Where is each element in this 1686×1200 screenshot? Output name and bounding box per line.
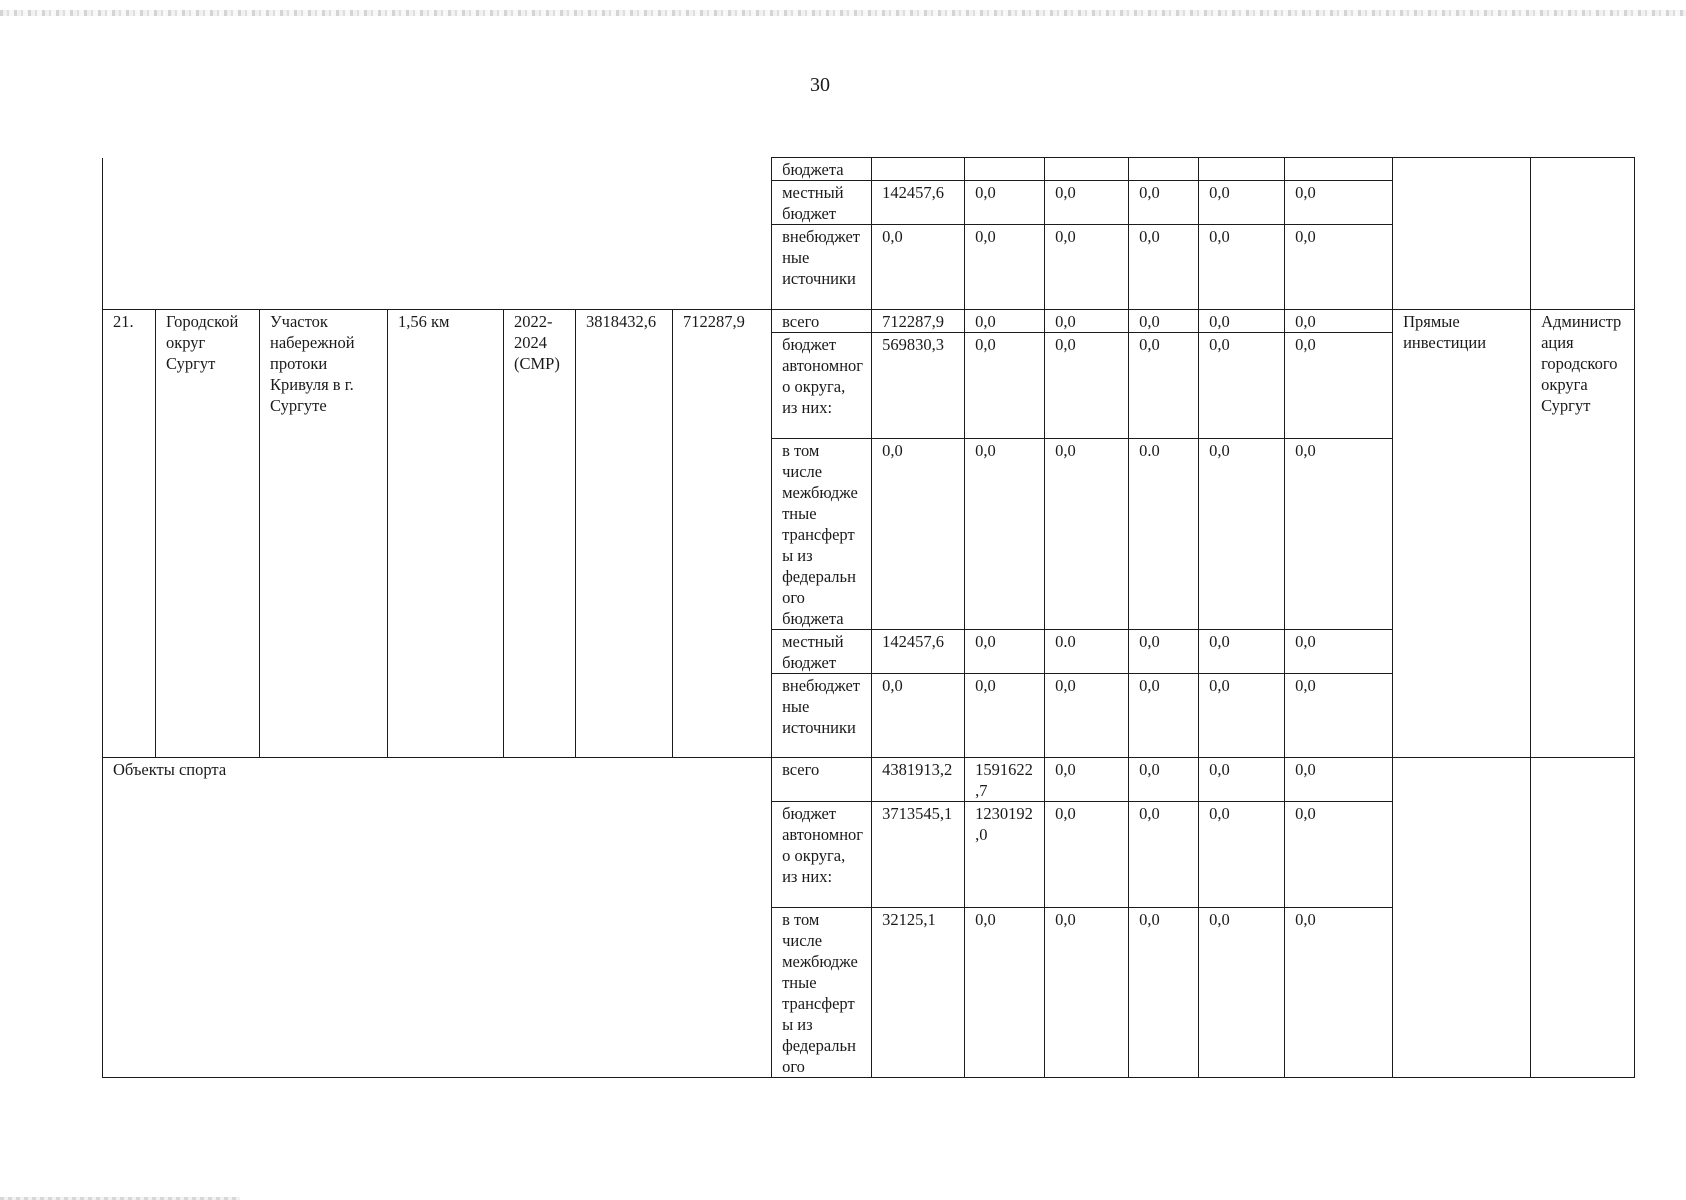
value-cell xyxy=(872,158,965,181)
value-cell: 0,0 xyxy=(965,674,1045,758)
value-cell xyxy=(965,158,1045,181)
mechanism-cell xyxy=(1393,758,1531,1078)
source-cell: бюджета xyxy=(772,158,872,181)
value-cell: 0,0 xyxy=(1045,802,1129,908)
value-cell: 0,0 xyxy=(1285,181,1393,225)
budget-table xyxy=(102,157,1635,1078)
value-cell: 0,0 xyxy=(1285,674,1393,758)
table-row xyxy=(103,310,1635,333)
value-cell: 0,0 xyxy=(965,630,1045,674)
scan-edge-top xyxy=(0,10,1686,16)
section-title-sport: Объекты спорта xyxy=(103,758,772,1078)
value-cell: 0,0 xyxy=(1045,908,1129,1078)
value-cell: 142457,6 xyxy=(872,630,965,674)
source-cell: внебюджетные источники xyxy=(772,674,872,758)
page-number: 30 xyxy=(810,74,830,96)
source-cell: местный бюджет xyxy=(772,630,872,674)
value-cell: 0,0 xyxy=(1129,630,1199,674)
value-cell: 1230192,0 xyxy=(965,802,1045,908)
value-cell: 4381913,2 xyxy=(872,758,965,802)
value-cell: 0,0 xyxy=(1285,439,1393,630)
table-row xyxy=(103,758,1635,802)
value-cell: 0,0 xyxy=(1129,802,1199,908)
value-cell: 0,0 xyxy=(1199,758,1285,802)
source-cell: в том числе межбюджетные трансферты из федерального xyxy=(772,908,872,1078)
source-cell: всего xyxy=(772,310,872,333)
value-cell: 0,0 xyxy=(1045,758,1129,802)
value-cell xyxy=(1285,158,1393,181)
value-cell: 0,0 xyxy=(1285,630,1393,674)
item-number: 21. xyxy=(103,310,156,758)
value-cell: 0,0 xyxy=(1285,225,1393,310)
value-cell: 0,0 xyxy=(1199,310,1285,333)
value-cell: 0.0 xyxy=(1045,630,1129,674)
source-cell: бюджет автономного округа, из них: xyxy=(772,333,872,439)
value-cell: 0,0 xyxy=(872,439,965,630)
value-cell: 0,0 xyxy=(1199,333,1285,439)
value-cell: 0,0 xyxy=(1129,181,1199,225)
municipality-cell: Городской округ Сургут xyxy=(156,310,260,758)
period-cell: 2022-2024 (СМР) xyxy=(504,310,576,758)
value-cell: 712287,9 xyxy=(872,310,965,333)
executor-cell xyxy=(1531,158,1635,310)
value-cell: 0,0 xyxy=(1285,802,1393,908)
remaining-cost-cell: 712287,9 xyxy=(673,310,772,758)
value-cell xyxy=(1129,158,1199,181)
value-cell: 0,0 xyxy=(1199,225,1285,310)
value-cell: 0,0 xyxy=(965,439,1045,630)
source-cell: местный бюджет xyxy=(772,181,872,225)
value-cell: 0,0 xyxy=(965,310,1045,333)
value-cell: 0,0 xyxy=(1199,181,1285,225)
source-cell: в том числе межбюджетные трансферты из федерального бюджета xyxy=(772,439,872,630)
value-cell: 569830,3 xyxy=(872,333,965,439)
mechanism-cell xyxy=(1393,158,1531,310)
value-cell: 0,0 xyxy=(1045,333,1129,439)
value-cell: 0,0 xyxy=(1199,908,1285,1078)
value-cell: 0,0 xyxy=(1129,674,1199,758)
value-cell: 0,0 xyxy=(1285,310,1393,333)
source-cell: всего xyxy=(772,758,872,802)
value-cell: 0,0 xyxy=(1129,310,1199,333)
value-cell: 0,0 xyxy=(1045,674,1129,758)
object-name-cell: Участок набережной протоки Кривуля в г. Сургуте xyxy=(260,310,388,758)
value-cell xyxy=(1199,158,1285,181)
value-cell: 0.0 xyxy=(1129,439,1199,630)
source-cell: внебюджетные источники xyxy=(772,225,872,310)
value-cell: 0,0 xyxy=(965,181,1045,225)
value-cell: 142457,6 xyxy=(872,181,965,225)
value-cell: 0,0 xyxy=(1199,802,1285,908)
value-cell: 0,0 xyxy=(1045,225,1129,310)
value-cell: 0,0 xyxy=(1129,758,1199,802)
total-cost-cell: 3818432,6 xyxy=(576,310,673,758)
value-cell xyxy=(1045,158,1129,181)
value-cell: 0,0 xyxy=(1199,674,1285,758)
value-cell: 1591622,7 xyxy=(965,758,1045,802)
value-cell: 0,0 xyxy=(1129,225,1199,310)
value-cell: 0,0 xyxy=(965,333,1045,439)
value-cell: 0,0 xyxy=(1285,333,1393,439)
executor-cell xyxy=(1531,758,1635,1078)
value-cell: 0,0 xyxy=(1129,333,1199,439)
value-cell: 0,0 xyxy=(1045,439,1129,630)
mechanism-cell: Прямые инвестиции xyxy=(1393,310,1531,758)
value-cell: 0,0 xyxy=(965,908,1045,1078)
continuation-blank xyxy=(103,158,772,310)
value-cell: 0,0 xyxy=(1199,630,1285,674)
value-cell: 0,0 xyxy=(872,225,965,310)
executor-cell: Администрация городского округа Сургут xyxy=(1531,310,1635,758)
value-cell: 0,0 xyxy=(872,674,965,758)
value-cell: 0,0 xyxy=(1129,908,1199,1078)
value-cell: 32125,1 xyxy=(872,908,965,1078)
value-cell: 0,0 xyxy=(1045,181,1129,225)
source-cell: бюджет автономного округа, из них: xyxy=(772,802,872,908)
value-cell: 3713545,1 xyxy=(872,802,965,908)
value-cell: 0,0 xyxy=(1285,758,1393,802)
table-row xyxy=(103,158,1635,181)
value-cell: 0,0 xyxy=(965,225,1045,310)
value-cell: 0,0 xyxy=(1199,439,1285,630)
capacity-cell: 1,56 км xyxy=(388,310,504,758)
value-cell: 0,0 xyxy=(1285,908,1393,1078)
value-cell: 0,0 xyxy=(1045,310,1129,333)
